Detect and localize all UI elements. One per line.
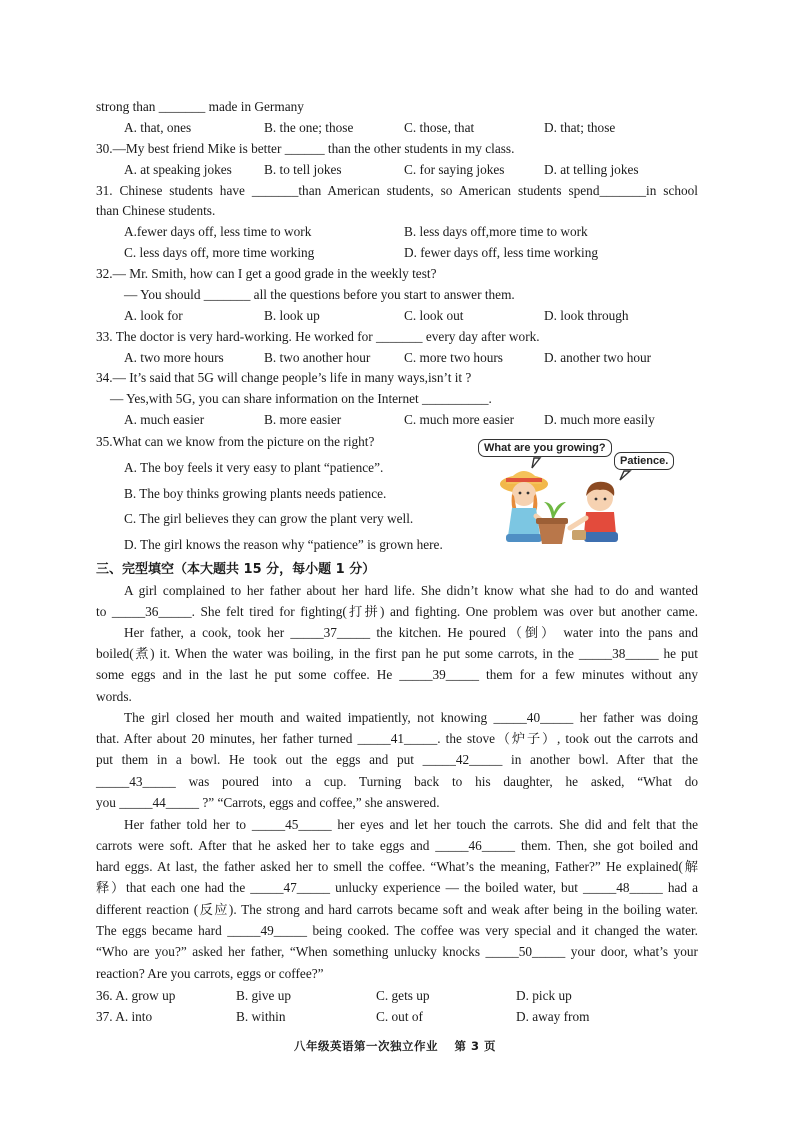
passage-line: you _____44_____ ?” “Carrots, eggs and coffee,” she answered. [96, 795, 440, 810]
q33-option-b: B. two another hour [264, 350, 371, 365]
girl-speech-bubble: What are you growing? [478, 439, 612, 457]
question-31-stem-line1: 31. Chinese students have _______than American students, so American students spend_______in school [96, 183, 698, 198]
q35-option-c: C. The girl believes they can grow the plant very well. [124, 511, 414, 526]
q36-option-d: D. pick up [516, 988, 572, 1003]
q35-option-d: D. The girl knows the reason why “patience” is grown here. [124, 537, 443, 552]
passage-line: hard eggs. At last, the father asked her to smell the coffee. “What’s the meaning, Father?” He explained(解 [96, 859, 698, 874]
q34-option-b: B. more easier [264, 412, 342, 427]
q32-option-b: B. look up [264, 308, 320, 323]
passage-line: _____43_____ was poured into a cup. Turning back to his daughter, he asked, “What do [96, 774, 698, 789]
q32-option-a: A. look for [124, 308, 183, 323]
q34-option-c: C. much more easier [404, 412, 515, 427]
q31-option-c: C. less days off, more time working [124, 245, 315, 260]
section-3-heading: 三、完型填空（本大题共 15 分，每小题 1 分） [96, 562, 376, 577]
q30-option-c: C. for saying jokes [404, 162, 505, 177]
q29-option-b: B. the one; those [264, 120, 354, 135]
passage-line: that. After about 20 minutes, her father turned _____41_____. the stove（炉子）, took out the carrots and [96, 731, 698, 746]
q32-option-d: D. look through [544, 308, 629, 323]
question-32-stem-line2: — You should _______ all the questions before you start to answer them. [124, 287, 515, 302]
page-footer: 八年级英语第一次独立作业 第 3 页 [294, 1039, 497, 1053]
q37-option-b: B. within [236, 1009, 286, 1024]
q33-option-c: C. more two hours [404, 350, 503, 365]
q35-option-b: B. The boy thinks growing plants needs patience. [124, 486, 387, 501]
children-planting-illustration [474, 436, 674, 552]
q33-option-a: A. two more hours [124, 350, 224, 365]
q34-option-d: D. much more easily [544, 412, 655, 427]
question-31-stem-line2: than Chinese students. [96, 203, 216, 218]
q35-picture [474, 436, 674, 552]
passage-line: 释）that each one had the _____47_____ unlucky experience — the boiled water, but _____48_____ had a [96, 880, 698, 895]
q36-option-c: C. gets up [376, 988, 430, 1003]
q32-option-c: C. look out [404, 308, 464, 323]
q30-option-d: D. at telling jokes [544, 162, 639, 177]
q35-option-a: A. The boy feels it very easy to plant “patience”. [124, 460, 384, 475]
passage-line: carrots were soft. After that he asked her to take eggs and _____46_____ them. Then, she got boiled and [96, 838, 698, 853]
passage-line: “Who are you?” asked her father, “When something unlucky knocks _____50_____ your door, what’s your [96, 944, 698, 959]
passage-line: put them in a bowl. He took out the eggs and put _____42_____ in another bowl. After that the [96, 752, 698, 767]
q31-option-a: A.fewer days off, less time to work [124, 224, 312, 239]
q31-option-d: D. fewer days off, less time working [404, 245, 598, 260]
q37-option-a: 37. A. into [96, 1009, 153, 1024]
q37-option-d: D. away from [516, 1009, 590, 1024]
q36-option-a: 36. A. grow up [96, 988, 176, 1003]
passage-line: reaction? Are you carrots, eggs or coffee?” [96, 966, 324, 981]
question-34-stem-line1: 34.— It’s said that 5G will change people’s life in many ways,isn’t it ? [96, 370, 472, 385]
passage-line: some eggs and in the last he put some coffee. He _____39_____ them for a few minutes without any [96, 667, 698, 682]
passage-line: The girl closed her mouth and waited impatiently, not knowing _____40_____ her father was doing [124, 710, 698, 725]
passage-line: Her father, a cook, took her _____37_____ the kitchen. He poured（倒） water into the pans and [124, 625, 698, 640]
question-29-stem: strong than _______ made in Germany [96, 99, 304, 114]
q29-option-c: C. those, that [404, 120, 475, 135]
passage-line: The eggs became hard _____49_____ being cooked. The coffee was very special and it changed the water. [96, 923, 698, 938]
q30-option-b: B. to tell jokes [264, 162, 342, 177]
q31-option-b: B. less days off,more time to work [404, 224, 588, 239]
q29-option-d: D. that; those [544, 120, 616, 135]
question-35-stem: 35.What can we know from the picture on the right? [96, 434, 375, 449]
q30-option-a: A. at speaking jokes [124, 162, 232, 177]
passage-line: different reaction (反应). The strong and hard carrots became soft and weak after being in the boiling water. [96, 902, 698, 917]
q33-option-d: D. another two hour [544, 350, 652, 365]
question-33-stem: 33. The doctor is very hard-working. He worked for _______ every day after work. [96, 329, 540, 344]
q29-option-a: A. that, ones [124, 120, 192, 135]
passage-line: Her father told her to _____45_____ her eyes and let her touch the carrots. She did and felt that the [124, 817, 698, 832]
question-32-stem-line1: 32.— Mr. Smith, how can I get a good grade in the weekly test? [96, 266, 437, 281]
question-30-stem: 30.—My best friend Mike is better ______ than the other students in my class. [96, 141, 515, 156]
passage-line: boiled(煮) it. When the water was boiling, in the first pan he put some carrots, in the _____38_____ he put [96, 646, 698, 661]
passage-line: A girl complained to her father about her hard life. She didn’t know what she had to do and wanted [124, 583, 698, 598]
q37-option-c: C. out of [376, 1009, 423, 1024]
q34-option-a: A. much easier [124, 412, 205, 427]
question-34-stem-line2: — Yes,with 5G, you can share information on the Internet __________. [110, 391, 492, 406]
q36-option-b: B. give up [236, 988, 292, 1003]
boy-speech-bubble: Patience. [614, 452, 674, 470]
passage-line: words. [96, 689, 132, 704]
passage-line: to _____36_____. She felt tired for fighting(打拼) and fighting. One problem was over but another came. [96, 604, 698, 619]
